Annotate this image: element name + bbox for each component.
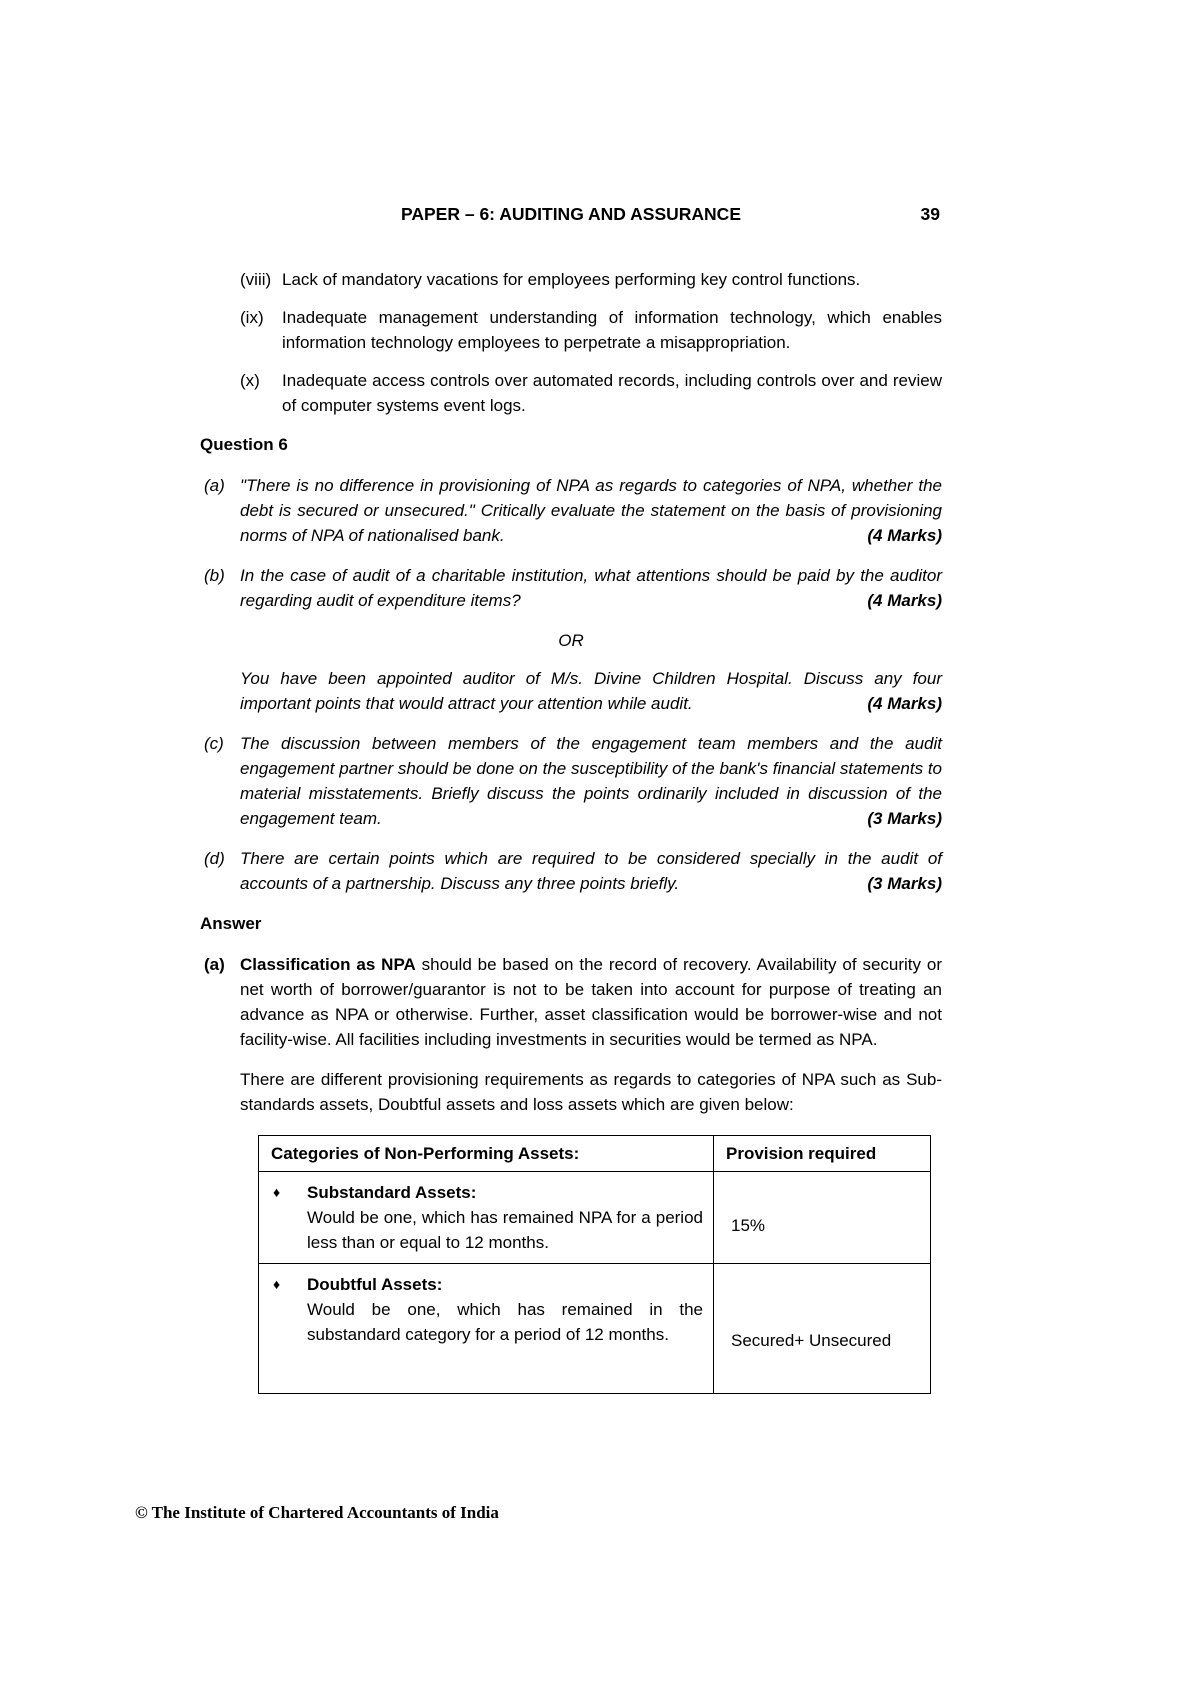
question-item-or-alternative — [200, 666, 942, 716]
question-label: (d) — [204, 849, 225, 868]
question-item-d — [200, 846, 942, 896]
question-item-b — [200, 563, 942, 613]
question-text-block — [240, 666, 942, 716]
question-text-block — [240, 846, 942, 896]
diamond-bullet-icon: ♦ — [273, 1184, 281, 1200]
table-cell-provision: Secured+ Unsecured — [714, 1264, 931, 1394]
asset-category-title: Substandard Assets: — [307, 1183, 477, 1202]
marks-label: (3 Marks) — [867, 806, 942, 831]
answer-label: (a) — [204, 955, 225, 974]
question-text: You have been appointed auditor of M/s. Divine Children Hospital. Discuss any four important points that would attract your attention while audit. — [240, 669, 942, 713]
marks-label: (3 Marks) — [867, 871, 942, 896]
page-number: 39 — [920, 204, 940, 224]
answer-heading: Answer — [200, 914, 262, 933]
question-label: (c) — [204, 734, 224, 753]
answer-text-block — [240, 952, 942, 1052]
list-item-x — [240, 368, 942, 418]
list-item-label: (x) — [240, 371, 260, 390]
list-item-text: Inadequate access controls over automated records, including controls over and review of computer systems event logs. — [282, 371, 942, 415]
marks-label: (4 Marks) — [867, 523, 942, 548]
marks-label: (4 Marks) — [867, 691, 942, 716]
table-row — [259, 1172, 931, 1264]
answer-text: should be based on the record of recovery. Availability of security or net worth of borrower/guarantor is not to be taken into account for purpose of treating an advance as NPA or otherwise. Further, asset classification would be borrower-wise and not facility-wise. All facilities including investments in securities would be termed as NPA. — [240, 955, 942, 1049]
question-text-block — [240, 563, 942, 613]
bullet-item — [271, 1272, 703, 1347]
answer-item-a — [200, 952, 942, 1052]
page-title: PAPER – 6: AUDITING AND ASSURANCE — [401, 204, 741, 224]
table-header-categories: Categories of Non-Performing Assets: — [259, 1136, 714, 1172]
asset-category-title: Doubtful Assets: — [307, 1275, 443, 1294]
list-item-text: Inadequate management understanding of information technology, which enables information technology employees to perpetrate a misappropriation. — [282, 308, 942, 352]
table-cell-category — [259, 1172, 714, 1264]
question-text-block — [240, 731, 942, 831]
answer-paragraph-2: There are different provisioning requirements as regards to categories of NPA such as Sub-standards assets, Doubtful assets and loss assets which are given below: — [240, 1070, 942, 1114]
marks-label: (4 Marks) — [867, 588, 942, 613]
question-text-block — [240, 473, 942, 548]
diamond-bullet-icon: ♦ — [273, 1276, 281, 1292]
list-item-viii — [240, 267, 942, 292]
table-header-row — [259, 1136, 931, 1172]
question6-heading: Question 6 — [200, 435, 288, 454]
question-text: In the case of audit of a charitable institution, what attentions should be paid by the auditor regarding audit of expenditure items? — [240, 566, 942, 610]
npa-provision-table — [258, 1135, 931, 1394]
bullet-item — [271, 1180, 703, 1255]
table-row — [259, 1264, 931, 1394]
question-label: (a) — [204, 476, 225, 495]
asset-category-description: Would be one, which has remained NPA for a period less than or equal to 12 months. — [307, 1208, 703, 1252]
question-label: (b) — [204, 566, 225, 585]
question-text: The discussion between members of the engagement team members and the audit engagement partner should be done on the susceptibility of the bank's financial statements to material misstatements. Briefly discuss the points ordinarily included in discussion of the engagement team. — [240, 734, 942, 828]
list-item-label: (ix) — [240, 308, 264, 327]
table-header-provision: Provision required — [714, 1136, 931, 1172]
asset-category-description: Would be one, which has remained in the substandard category for a period of 12 months. — [307, 1300, 703, 1344]
table-cell-category — [259, 1264, 714, 1394]
page-header — [200, 202, 942, 227]
roman-numeral-list — [240, 267, 942, 418]
question-label-spacer — [200, 666, 240, 716]
bullet-item-body — [307, 1180, 703, 1255]
question-item-c — [200, 731, 942, 831]
document-page — [200, 202, 942, 1394]
bullet-item-body — [307, 1272, 703, 1347]
list-item-ix — [240, 305, 942, 355]
list-item-text: Lack of mandatory vacations for employees performing key control functions. — [282, 270, 861, 289]
list-item-label: (viii) — [240, 270, 272, 289]
or-separator: OR — [558, 631, 584, 650]
question-item-a — [200, 473, 942, 548]
question-text: "There is no difference in provisioning of NPA as regards to categories of NPA, whether the debt is secured or unsecured." Critically evaluate the statement on the basis of provisioning norms of NPA of nationalised bank. — [240, 476, 942, 545]
copyright-footer: © The Institute of Chartered Accountants of India — [135, 1503, 499, 1522]
answer-lead-bold: Classification as NPA — [240, 955, 416, 974]
question-text: There are certain points which are required to be considered specially in the audit of accounts of a partnership. Discuss any three points briefly. — [240, 849, 942, 893]
table-cell-provision: 15% — [714, 1172, 931, 1264]
